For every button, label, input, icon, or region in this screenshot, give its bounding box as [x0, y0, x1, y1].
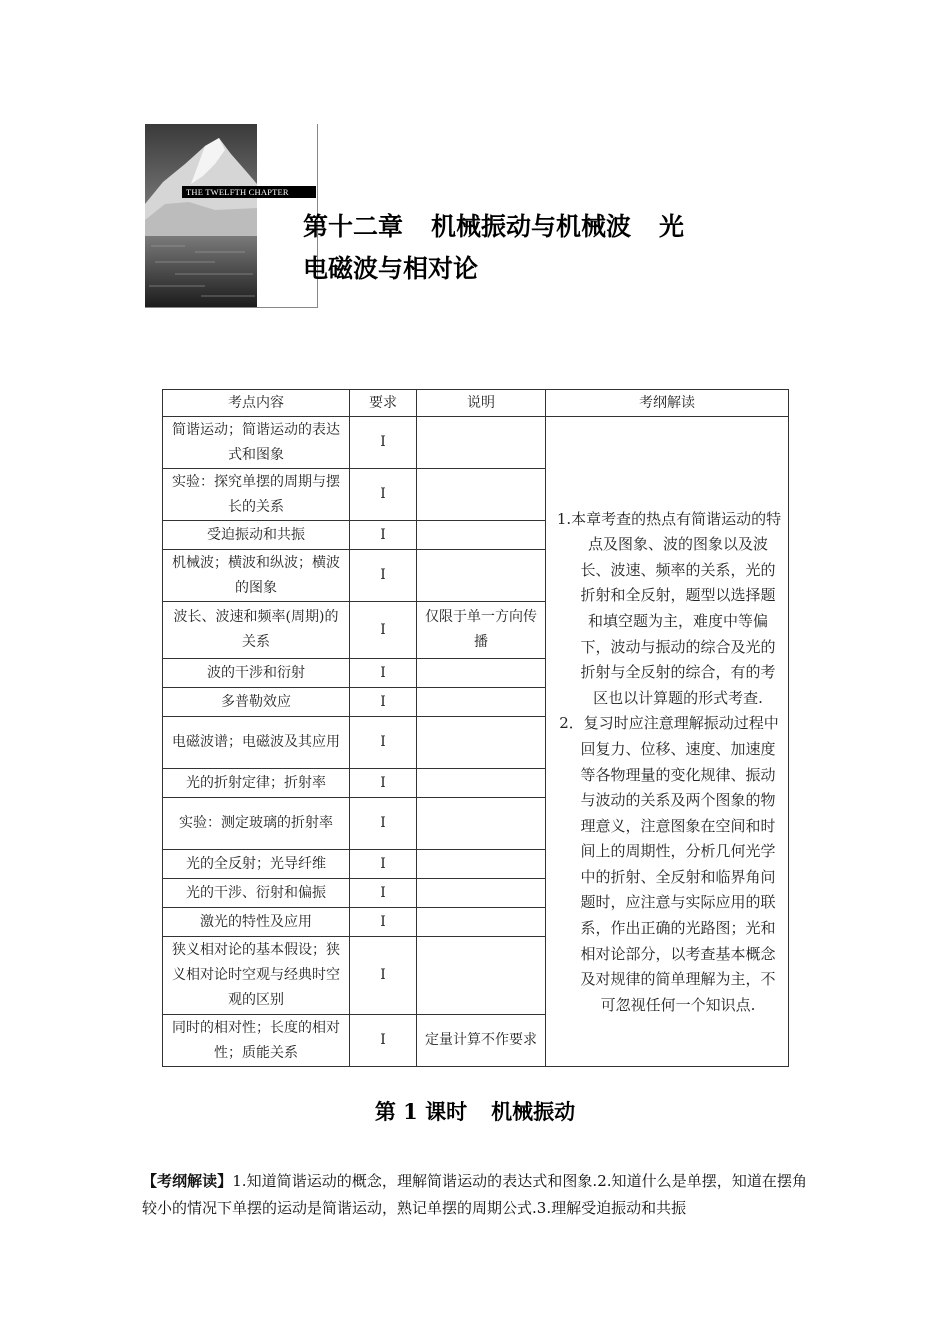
topic-cell: 实验：测定玻璃的折射率	[163, 798, 350, 850]
requirement-cell: Ⅰ	[350, 717, 417, 769]
note-cell	[417, 879, 546, 908]
topic-cell: 狭义相对论的基本假设；狭义相对论时空观与经典时空观的区别	[163, 937, 350, 1015]
note-cell	[417, 688, 546, 717]
requirement-cell: Ⅰ	[350, 417, 417, 469]
note-cell: 仅限于单一方向传播	[417, 602, 546, 659]
requirement-cell: Ⅰ	[350, 769, 417, 798]
chapter-ribbon: THE TWELFTH CHAPTER	[182, 186, 316, 198]
note-cell	[417, 850, 546, 879]
note-cell	[417, 798, 546, 850]
topic-cell: 激光的特性及应用	[163, 908, 350, 937]
requirement-cell: Ⅰ	[350, 602, 417, 659]
topic-cell: 光的干涉、衍射和偏振	[163, 879, 350, 908]
chapter-topic-b: 光	[659, 212, 685, 241]
iceberg-photo	[145, 124, 257, 307]
topic-cell: 同时的相对性；长度的相对性；质能关系	[163, 1015, 350, 1067]
note-cell	[417, 937, 546, 1015]
requirement-cell: Ⅰ	[350, 850, 417, 879]
interpretation-item: 2．复习时应注意理解振动过程中回复力、位移、速度、加速度等各物理量的变化规律、振动与波动的关系及两个图象的物理意义，注意图象在空间和时间上的周期性，分析几何光学中的折射、全反射和临界角问题时，应注意与实际应用的联系，作出正确的光路图；光和相对论部分，以考查基本概念及对规律的简单理解为主，不可忽视任何一个知识点.	[559, 714, 779, 1014]
note-cell	[417, 550, 546, 602]
topic-cell: 光的折射定律；折射率	[163, 769, 350, 798]
note-cell	[417, 908, 546, 937]
syllabus-table	[162, 389, 789, 1067]
requirement-cell: Ⅰ	[350, 688, 417, 717]
chapter-banner	[145, 124, 318, 308]
topic-cell: 机械波；横波和纵波；横波的图象	[163, 550, 350, 602]
lesson-title	[0, 1094, 950, 1130]
lesson-number: 第 1 课时	[374, 1099, 468, 1124]
requirement-cell: Ⅰ	[350, 550, 417, 602]
outline-text: 1.知道简谐运动的概念，理解简谐运动的表达式和图象.2.知道什么是单摆，知道在摆角较小的情况下单摆的运动是简谐运动，熟记单摆的周期公式.3.理解受迫振动和共振	[142, 1172, 807, 1217]
note-cell	[417, 521, 546, 550]
table-row	[163, 417, 789, 469]
note-cell	[417, 769, 546, 798]
topic-cell: 受迫振动和共振	[163, 521, 350, 550]
chapter-topic-a: 机械振动与机械波	[431, 212, 632, 241]
outline-tag: 【考纲解读】	[142, 1172, 233, 1190]
chapter-number: 第十二章	[303, 212, 404, 241]
interpretation-item: 1.本章考查的热点有简谐运动的特点及图象、波的图象以及波长、波速、频率的关系，光的折射和全反射，题型以选择题和填空题为主，难度中等偏下，波动与振动的综合及光的折射与全反射的综合，有的考区也以计算题的形式考查.	[556, 509, 782, 707]
chapter-topic-c: 电磁波与相对论	[303, 254, 479, 283]
requirement-cell: Ⅰ	[350, 908, 417, 937]
topic-cell: 简谐运动；简谐运动的表达式和图象	[163, 417, 350, 469]
header-note: 说明	[417, 390, 546, 417]
note-cell: 定量计算不作要求	[417, 1015, 546, 1067]
outline-paragraph	[142, 1168, 807, 1222]
requirement-cell: Ⅰ	[350, 1015, 417, 1067]
lesson-topic: 机械振动	[491, 1099, 576, 1124]
header-requirement: 要求	[350, 390, 417, 417]
topic-cell: 多普勒效应	[163, 688, 350, 717]
topic-cell: 光的全反射；光导纤维	[163, 850, 350, 879]
requirement-cell: Ⅰ	[350, 879, 417, 908]
chapter-title	[303, 206, 773, 290]
topic-cell: 实验：探究单摆的周期与摆长的关系	[163, 469, 350, 521]
topic-cell: 波长、波速和频率(周期)的关系	[163, 602, 350, 659]
requirement-cell: Ⅰ	[350, 521, 417, 550]
header-topic: 考点内容	[163, 390, 350, 417]
topic-cell: 波的干涉和衍射	[163, 659, 350, 688]
note-cell	[417, 659, 546, 688]
table-header-row	[163, 390, 789, 417]
requirement-cell: Ⅰ	[350, 798, 417, 850]
note-cell	[417, 417, 546, 469]
note-cell	[417, 469, 546, 521]
requirement-cell: Ⅰ	[350, 937, 417, 1015]
interpretation-cell	[546, 417, 789, 1067]
topic-cell: 电磁波谱；电磁波及其应用	[163, 717, 350, 769]
note-cell	[417, 717, 546, 769]
requirement-cell: Ⅰ	[350, 469, 417, 521]
header-interpretation: 考纲解读	[546, 390, 789, 417]
requirement-cell: Ⅰ	[350, 659, 417, 688]
